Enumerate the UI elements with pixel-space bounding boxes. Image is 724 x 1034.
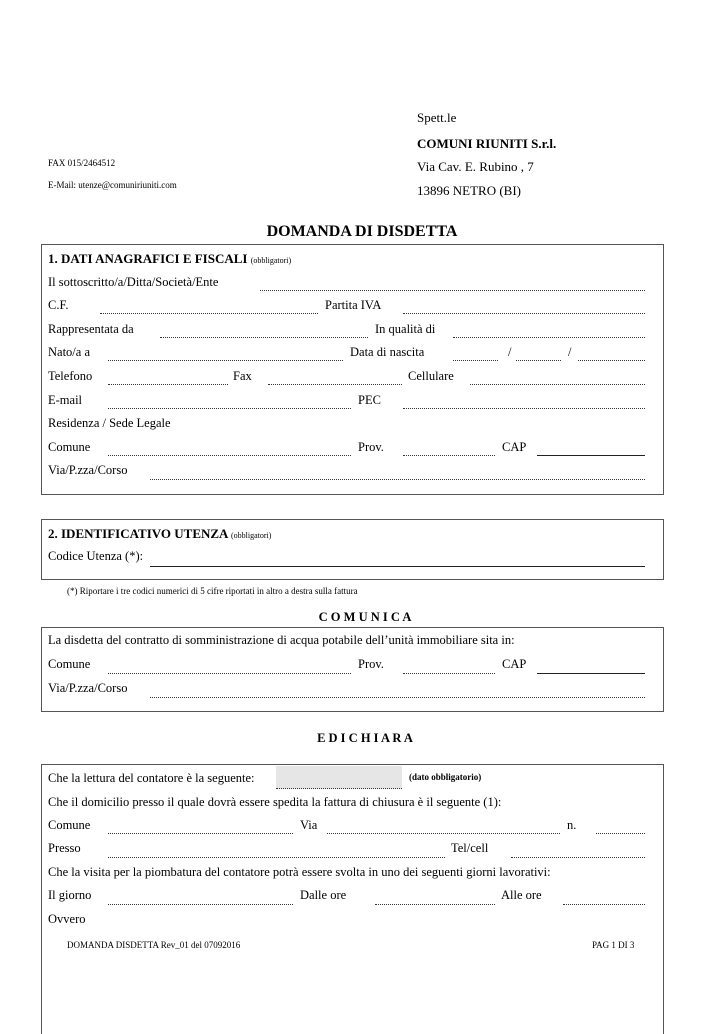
birth-date-label: Data di nascita (350, 345, 425, 359)
meter-reading-label: Che la lettura del contatore è la seguente: (48, 771, 255, 785)
comunica-cap-label: CAP (502, 657, 527, 671)
domicile-comune-field[interactable] (108, 833, 293, 834)
phone-label: Telefono (48, 369, 93, 383)
domicile-label: Che il domicilio presso il quale dovrà essere spedita la fattura di chiusura è il seguente (1): (48, 795, 502, 809)
represented-by-field[interactable] (160, 337, 368, 338)
from-field[interactable] (375, 904, 495, 905)
to-field[interactable] (563, 904, 645, 905)
born-in-field[interactable] (108, 360, 343, 361)
fax-field[interactable] (268, 384, 402, 385)
domicile-via-field[interactable] (327, 833, 560, 834)
visit-label: Che la visita per la piombatura del contatore potrà essere svolta in uno dei seguenti giorni lavorativi: (48, 865, 551, 879)
comunica-street-label: Via/P.zza/Corso (48, 681, 128, 695)
undersigned-label: Il sottoscritto/a/Ditta/Società/Ente (48, 275, 219, 289)
date-separator: / (568, 345, 572, 359)
domicile-comune-label: Comune (48, 818, 91, 832)
section1-heading (48, 251, 291, 267)
day-field[interactable] (108, 904, 293, 905)
birth-year-field[interactable] (578, 360, 645, 361)
comunica-cap-field[interactable] (537, 673, 645, 674)
domicile-number-label: n. (567, 818, 577, 832)
tel-label: Tel/cell (451, 841, 489, 855)
as-label: In qualità di (375, 322, 436, 336)
residence-label: Residenza / Sede Legale (48, 416, 171, 430)
domicile-number-field[interactable] (596, 833, 645, 834)
day-label: Il giorno (48, 888, 92, 902)
utility-code-footnote: (*) Riportare i tre codici numerici di 5 cifre riportati in altro a destra sulla fattura (67, 586, 358, 596)
mobile-field[interactable] (470, 384, 645, 385)
fax-label: Fax (233, 369, 252, 383)
section1-heading-text: 1. DATI ANAGRAFICI E FISCALI (48, 251, 248, 266)
domicile-via-label: Via (300, 818, 318, 832)
birth-day-field[interactable] (453, 360, 498, 361)
cf-field[interactable] (100, 313, 318, 314)
phone-field[interactable] (108, 384, 228, 385)
recipient-spett: Spett.le (417, 110, 457, 125)
piva-label: Partita IVA (325, 298, 382, 312)
page-title: DOMANDA DI DISDETTA (266, 223, 458, 240)
comunica-prov-field[interactable] (403, 673, 495, 674)
dichiara-heading: E D I C H I A R A (317, 731, 413, 745)
street-field[interactable] (150, 479, 645, 480)
pec-label: PEC (358, 393, 381, 407)
cap-label: CAP (502, 440, 527, 454)
email-label: E-mail (48, 393, 83, 407)
footer-right: PAG 1 DI 3 (592, 940, 635, 950)
footer-left: DOMANDA DISDETTA Rev_01 del 07092016 (67, 940, 244, 950)
recipient-company: COMUNI RIUNITI S.r.l. (417, 136, 557, 151)
street-label: Via/P.zza/Corso (48, 463, 128, 477)
recipient-city: 13896 NETRO (BI) (417, 183, 521, 198)
prov-label: Prov. (358, 440, 384, 454)
utility-code-label: Codice Utenza (*): (48, 549, 144, 563)
tel-field[interactable] (511, 857, 645, 858)
recipient-address: Via Cav. E. Rubino , 7 (417, 159, 534, 174)
utility-code-field[interactable] (150, 566, 645, 567)
comunica-comune-field[interactable] (108, 673, 351, 674)
cap-field[interactable] (537, 455, 645, 456)
piva-field[interactable] (403, 313, 645, 314)
section2-heading (48, 526, 271, 542)
contact-email: E-Mail: utenze@comuniriuniti.com (48, 180, 177, 190)
section1-heading-note: (obbligatori) (250, 256, 292, 265)
represented-by-label: Rappresentata da (48, 322, 134, 336)
section2-heading-text: 2. IDENTIFICATIVO UTENZA (48, 526, 228, 541)
email-field[interactable] (108, 408, 351, 409)
comune-field[interactable] (108, 455, 351, 456)
comune-label: Comune (48, 440, 91, 454)
presso-label: Presso (48, 841, 81, 855)
comunica-street-field[interactable] (150, 697, 645, 698)
contact-fax: FAX 015/2464512 (48, 158, 116, 168)
pec-field[interactable] (403, 408, 645, 409)
comunica-comune-label: Comune (48, 657, 91, 671)
comunica-heading: C O M U N I C A (318, 610, 412, 624)
as-field[interactable] (453, 337, 645, 338)
mobile-label: Cellulare (408, 369, 454, 383)
born-in-label: Nato/a a (48, 345, 90, 359)
presso-field[interactable] (108, 857, 445, 858)
birth-month-field[interactable] (516, 360, 561, 361)
to-label: Alle ore (501, 888, 542, 902)
or-label: Ovvero (48, 912, 86, 926)
undersigned-field[interactable] (260, 290, 645, 291)
meter-reading-field[interactable] (276, 766, 402, 789)
cf-label: C.F. (48, 298, 69, 312)
comunica-prov-label: Prov. (358, 657, 384, 671)
date-separator: / (508, 345, 512, 359)
meter-reading-note: (dato obbligatorio) (409, 772, 482, 782)
from-label: Dalle ore (300, 888, 347, 902)
section2-heading-note: (obbligatori) (230, 531, 272, 540)
comunica-text: La disdetta del contratto di somministrazione di acqua potabile dell’unità immobiliare sita in: (48, 633, 515, 647)
prov-field[interactable] (403, 455, 495, 456)
